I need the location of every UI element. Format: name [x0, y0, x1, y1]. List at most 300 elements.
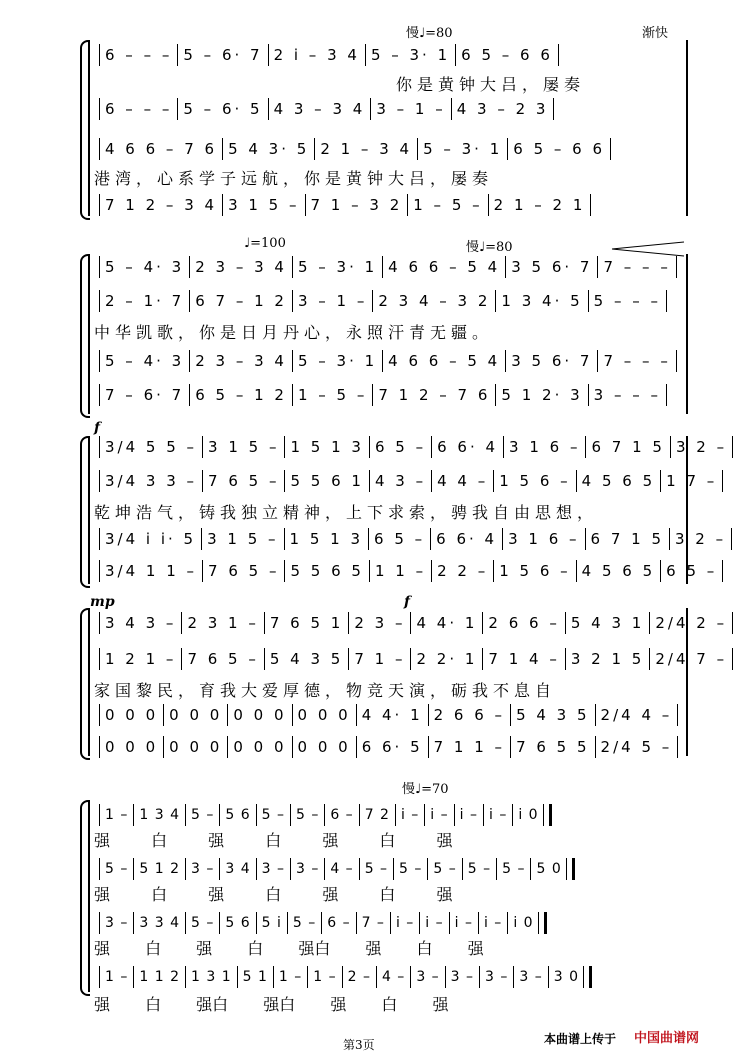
barline: [722, 470, 723, 492]
barline: [264, 612, 265, 634]
barline: [185, 966, 186, 988]
barline: [268, 44, 269, 66]
barline: [284, 436, 285, 458]
measure: 3/4 1 1 –: [105, 562, 198, 580]
barline: [431, 560, 432, 582]
barline: [502, 528, 503, 550]
barline: [163, 736, 164, 758]
measure: 3 4 3 –: [105, 614, 177, 632]
measure: 4 6 6 – 5 4: [388, 258, 501, 276]
barline: [407, 194, 408, 216]
barline: [348, 648, 349, 670]
measure: 5 – 6· 5: [183, 100, 263, 118]
barline: [284, 470, 285, 492]
barline: [181, 612, 182, 634]
barline: [305, 194, 306, 216]
barline: [558, 44, 559, 66]
barline: [676, 350, 677, 372]
notes-row: [94, 528, 727, 550]
barline: [382, 256, 383, 278]
barline: [610, 138, 611, 160]
measure: 2 –: [347, 969, 371, 985]
barline: [732, 436, 733, 458]
measure: i –: [454, 915, 473, 931]
measure: 1 1 –: [374, 562, 427, 580]
measure: 1 – 5 –: [413, 196, 483, 214]
measure: 2 1 – 3 4: [320, 140, 413, 158]
barline: [163, 704, 164, 726]
measure: 0 0 0: [233, 738, 287, 756]
measure: 6 5 –: [374, 530, 426, 548]
measure: 4 3 –: [374, 472, 427, 490]
measure: 3 0: [553, 969, 580, 985]
measure: 6 7 1 5: [591, 438, 665, 456]
barline: [428, 704, 429, 726]
measure: 1 –: [278, 969, 303, 985]
barline: [585, 436, 586, 458]
barline: [292, 736, 293, 758]
barline: [356, 704, 357, 726]
barline: [189, 384, 190, 406]
measure: 5 6: [225, 807, 251, 823]
measure: 3 1 5 –: [208, 438, 280, 456]
barline: [356, 736, 357, 758]
barline: [189, 350, 190, 372]
barline: [597, 350, 598, 372]
barline: [372, 290, 373, 312]
barline: [365, 44, 366, 66]
barline: [510, 736, 511, 758]
tempo-marking: ♩=100: [244, 236, 286, 251]
barline: [222, 194, 223, 216]
barline: [292, 384, 293, 406]
measure: 7 6 5 5: [516, 738, 590, 756]
measure: 3 3 4: [139, 915, 180, 931]
barline: [219, 804, 220, 826]
measure: 2 6 6 –: [488, 614, 560, 632]
measure: 1 –: [105, 969, 129, 985]
barline: [660, 560, 661, 582]
barline: [445, 966, 446, 988]
barline: [410, 612, 411, 634]
measure: 7 1 2 – 3 4: [105, 196, 218, 214]
barline: [202, 470, 203, 492]
measure: i –: [400, 807, 420, 823]
barline: [189, 256, 190, 278]
barline: [595, 736, 596, 758]
measure: 7 1 4 –: [488, 650, 560, 668]
barline: [565, 612, 566, 634]
measure: i –: [430, 807, 449, 823]
measure: 2 3 – 3 4: [195, 258, 287, 276]
measure: 7 – – –: [603, 258, 671, 276]
barline: [731, 528, 732, 550]
barline: [222, 138, 223, 160]
barline: [493, 560, 494, 582]
measure: 5 – 3· 1: [370, 46, 451, 64]
barline: [292, 704, 293, 726]
measure: 6 7 – 1 2: [195, 292, 287, 310]
measure: 2 – 1· 7: [105, 292, 185, 310]
measure: 1 3 4: [139, 807, 180, 823]
barline: [382, 350, 383, 372]
barline: [133, 966, 134, 988]
notes-row: [94, 612, 728, 634]
notes-row: [94, 560, 718, 582]
measure: 5 –: [467, 861, 492, 877]
measure: 7 6 5 –: [187, 650, 259, 668]
measure: 6 7 1 5: [590, 530, 664, 548]
measure: 7 6 5 1: [269, 614, 344, 632]
barline: [677, 704, 678, 726]
barline: [324, 858, 325, 880]
measure: 3 – 1 –: [297, 292, 368, 310]
barline: [292, 290, 293, 312]
barline: [483, 804, 484, 826]
measure: 3 2 1 5: [570, 650, 645, 668]
barline: [454, 804, 455, 826]
barline: [431, 470, 432, 492]
barline: [566, 858, 575, 880]
measure: 7 – – –: [603, 352, 671, 370]
system-line: [88, 254, 90, 414]
measure: 5 0: [536, 861, 562, 877]
measure: i –: [459, 807, 478, 823]
notes-row: [94, 98, 686, 120]
barline: [185, 912, 186, 934]
barline: [588, 384, 589, 406]
tempo-marking: 慢♩=80: [466, 240, 513, 255]
barline: [669, 528, 670, 550]
measure: 5 – 4· 3: [105, 258, 185, 276]
measure: 5 5 6 5: [290, 562, 364, 580]
measure: 2 2 –: [437, 562, 489, 580]
barline: [376, 966, 377, 988]
barline: [649, 612, 650, 634]
barline: [530, 858, 531, 880]
tempo-marking: 慢♩=80: [406, 26, 453, 41]
measure: 6 –: [327, 915, 351, 931]
barline: [449, 912, 450, 934]
barline: [505, 256, 506, 278]
barline: [390, 912, 391, 934]
measure: 3/4 3 3 –: [105, 472, 198, 490]
notes-row: [94, 736, 686, 758]
measure: 7 1 –: [354, 650, 406, 668]
measure: 5 –: [295, 807, 320, 823]
measure: 2/4 4 –: [600, 706, 673, 724]
measure: 7 1 2 – 7 6: [378, 386, 491, 404]
barline: [732, 612, 733, 634]
measure: 0 0 0: [105, 706, 159, 724]
measure: 5 –: [433, 861, 457, 877]
measure: 3/4 5 5 –: [105, 438, 198, 456]
barline: [430, 528, 431, 550]
barline: [455, 44, 456, 66]
barline: [666, 384, 667, 406]
barline: [273, 966, 274, 988]
barline: [368, 528, 369, 550]
barline: [359, 804, 360, 826]
measure: 7 1 – 3 2: [310, 196, 403, 214]
measure: 7 6 5 –: [208, 472, 280, 490]
measure: 3 – – –: [593, 386, 662, 404]
barline: [181, 648, 182, 670]
barline: [482, 648, 483, 670]
measure: 6 5 –: [666, 562, 718, 580]
notes-row: [94, 436, 728, 458]
barline: [370, 98, 371, 120]
barline: [538, 912, 547, 934]
measure: 5 – 4· 3: [105, 352, 185, 370]
barline: [292, 350, 293, 372]
barline: [292, 256, 293, 278]
measure: 7 1 1 –: [433, 738, 506, 756]
barline: [493, 470, 494, 492]
measure: 7 2: [364, 807, 390, 823]
barline: [427, 858, 428, 880]
barline: [237, 966, 238, 988]
page-number: 第3页: [343, 1038, 375, 1052]
barline: [395, 804, 396, 826]
measure: 0 0 0: [233, 706, 287, 724]
measure: 6 5 – 6 6: [461, 46, 553, 64]
notes-row: [94, 470, 718, 492]
lyric-row: 乾坤浩气，铸我独立精神，上下求索，骋我自由思想，: [94, 502, 599, 522]
lyric-row: 港湾，心系学子远航，你是黄钟大吕，屡奏: [94, 168, 494, 188]
measure: 7 – 6· 7: [105, 386, 185, 404]
lyric-row: 强 白 强 白 强 白 强: [94, 830, 453, 850]
measure: 0 0 0: [105, 738, 159, 756]
notes-row: [94, 858, 686, 880]
measure: 3 –: [450, 969, 475, 985]
barline: [284, 528, 285, 550]
measure: 5 –: [502, 861, 526, 877]
barline: [495, 384, 496, 406]
dynamic-marking: mp: [90, 594, 115, 610]
measure: 1 5 6 –: [499, 472, 571, 490]
lyric-row: 强 白 强 白 强 白 强: [94, 884, 453, 904]
measure: 4 3 – 3 4: [273, 100, 366, 118]
measure: 4 3 – 2 3: [456, 100, 549, 118]
barline: [512, 804, 513, 826]
measure: 6 6· 4: [437, 438, 499, 456]
barline: [431, 436, 432, 458]
barline: [676, 256, 677, 278]
measure: 5 –: [190, 915, 215, 931]
barline: [670, 436, 671, 458]
measure: 5 –: [190, 807, 215, 823]
measure: 2 1 – 2 1: [493, 196, 586, 214]
lyric-row: 中华凯歌，你是日月丹心，永照汗青无疆。: [94, 322, 494, 342]
measure: 6 5 –: [374, 438, 427, 456]
notes-row: [94, 194, 686, 216]
measure: i –: [395, 915, 415, 931]
barline: [513, 966, 514, 988]
barline: [660, 470, 661, 492]
barline: [133, 858, 134, 880]
barline: [595, 704, 596, 726]
measure: 4 5 6 5: [581, 472, 656, 490]
barline: [256, 804, 257, 826]
barline: [185, 858, 186, 880]
measure: 2 3 1 –: [187, 614, 259, 632]
barline: [666, 290, 667, 312]
barline: [369, 470, 370, 492]
barline: [133, 912, 134, 934]
measure: 5 –: [261, 807, 285, 823]
system-line: [88, 436, 90, 584]
measure: 3/4 i i· 5: [105, 530, 197, 548]
barline: [576, 560, 577, 582]
measure: 5 4 3· 5: [228, 140, 310, 158]
barline: [496, 858, 497, 880]
measure: 6 6· 5: [361, 738, 423, 756]
system-line: [88, 800, 90, 992]
notes-row: [94, 912, 686, 934]
barline: [369, 436, 370, 458]
measure: 1 5 1 3: [289, 530, 364, 548]
measure: 5 1: [242, 969, 268, 985]
barline: [219, 912, 220, 934]
measure: i –: [488, 807, 508, 823]
barline: [256, 912, 257, 934]
barline: [543, 804, 552, 826]
measure: 6 5 – 1 2: [195, 386, 287, 404]
barline: [585, 528, 586, 550]
measure: 4 4 –: [437, 472, 489, 490]
site-logo: 中国曲谱网: [634, 1031, 700, 1046]
barline: [478, 912, 479, 934]
measure: 3 –: [295, 861, 320, 877]
measure: i 0: [518, 807, 539, 823]
measure: 2 2· 1: [416, 650, 478, 668]
barline: [268, 98, 269, 120]
notes-row: [94, 290, 686, 312]
barline: [553, 98, 554, 120]
measure: 6 6· 4: [436, 530, 498, 548]
measure: 0 0 0: [169, 738, 223, 756]
barline: [201, 528, 202, 550]
barline: [507, 138, 508, 160]
measure: 4 –: [330, 861, 354, 877]
measure: 1 –: [313, 969, 337, 985]
measure: 5 –: [105, 861, 129, 877]
barline: [462, 858, 463, 880]
measure: 3 1 5 –: [228, 196, 300, 214]
measure: 3 5 6· 7: [511, 352, 593, 370]
barline: [488, 194, 489, 216]
measure: 3 1 6 –: [509, 438, 581, 456]
measure: 3 –: [190, 861, 215, 877]
measure: 3 –: [261, 861, 285, 877]
barline: [505, 350, 506, 372]
barline: [507, 912, 508, 934]
measure: 5 1 2· 3: [501, 386, 583, 404]
barline: [227, 704, 228, 726]
barline: [177, 98, 178, 120]
barline: [290, 804, 291, 826]
system-end-line: [686, 40, 688, 216]
measure: 5 –: [292, 915, 317, 931]
lyric-row: 强 白 强 白 强白 强 白 强: [94, 938, 484, 958]
system-line: [88, 40, 90, 216]
measure: 2 6 6 –: [433, 706, 506, 724]
notes-row: [94, 256, 686, 278]
measure: 3 2 –: [675, 438, 728, 456]
measure: 3 5 6· 7: [511, 258, 593, 276]
measure: 1 5 1 3: [290, 438, 364, 456]
measure: 5 1 2: [139, 861, 180, 877]
measure: 1 5 6 –: [499, 562, 571, 580]
notes-row: [94, 44, 686, 66]
barline: [133, 804, 134, 826]
notes-row: [94, 804, 686, 826]
barline: [510, 704, 511, 726]
measure: 7 –: [361, 915, 385, 931]
measure: 3 1 6 –: [508, 530, 580, 548]
barline: [321, 912, 322, 934]
barline: [548, 966, 549, 988]
measure: 1 – 5 –: [297, 386, 368, 404]
measure: 5 4 3 5: [516, 706, 590, 724]
barline: [410, 648, 411, 670]
measure: 2 3 –: [354, 614, 406, 632]
barline: [410, 966, 411, 988]
measure: 1 7 –: [666, 472, 718, 490]
measure: 5 – 6· 7: [183, 46, 263, 64]
notes-row: [94, 384, 686, 406]
barline: [185, 804, 186, 826]
measure: 1 3 4· 5: [501, 292, 583, 310]
barline: [202, 560, 203, 582]
measure: 5 – 3· 1: [423, 140, 503, 158]
barline: [264, 648, 265, 670]
tempo-marking: 渐快: [642, 26, 669, 41]
barline: [583, 966, 592, 988]
barline: [503, 436, 504, 458]
barline: [565, 648, 566, 670]
measure: 4 –: [381, 969, 406, 985]
measure: 5 i: [261, 915, 282, 931]
measure: 4 5 6 5: [581, 562, 656, 580]
barline: [324, 804, 325, 826]
barline: [393, 858, 394, 880]
barline: [219, 858, 220, 880]
barline: [677, 736, 678, 758]
measure: 2/4 5 –: [600, 738, 673, 756]
barline: [588, 290, 589, 312]
notes-row: [94, 138, 686, 160]
measure: 5 –: [364, 861, 389, 877]
barline: [287, 912, 288, 934]
barline: [732, 648, 733, 670]
measure: 0 0 0: [169, 706, 223, 724]
barline: [284, 560, 285, 582]
measure: 4 4· 1: [416, 614, 478, 632]
barline: [372, 384, 373, 406]
lyric-row: 强 白 强白 强白 强 白 强: [94, 994, 449, 1014]
measure: 3 1 5 –: [207, 530, 279, 548]
measure: 5 4 3 1: [570, 614, 645, 632]
barline: [348, 612, 349, 634]
measure: 3 –: [105, 915, 129, 931]
measure: 3 –: [485, 969, 509, 985]
measure: 3 4: [225, 861, 251, 877]
notes-row: [94, 966, 686, 988]
measure: 5 – – –: [593, 292, 662, 310]
measure: 3 –: [416, 969, 440, 985]
